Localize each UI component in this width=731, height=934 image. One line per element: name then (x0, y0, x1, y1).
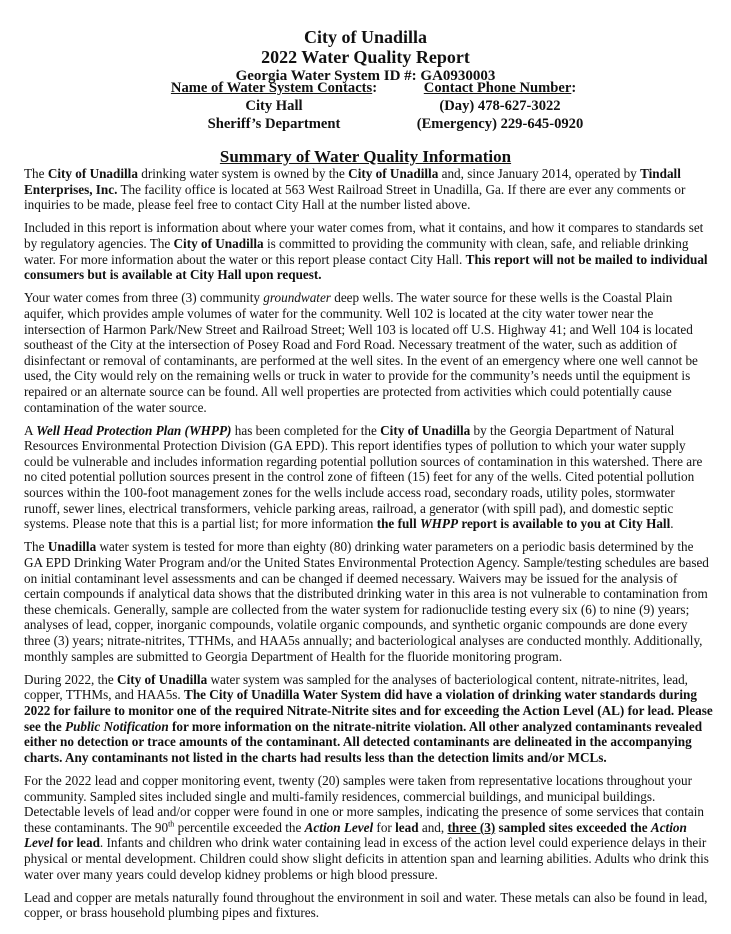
emphasized-text: This report will not be mailed to individual consumers but is available at City Hall upon request. (24, 251, 708, 283)
emphasized-text: three (3) (447, 819, 496, 835)
text-run: percentile exceeded the (174, 819, 305, 835)
text-run: drinking water system is owned by the (137, 166, 349, 181)
emphasized-text: Tindall Enterprises, Inc. (24, 166, 681, 197)
paragraph (24, 890, 714, 921)
contact-phone: (Day) 478-627-3022 (439, 98, 561, 114)
colon: : (372, 80, 378, 96)
system-id: Georgia Water System ID #: GA0930003 (235, 68, 496, 84)
text-run: The (24, 539, 48, 555)
paragraph (24, 672, 714, 766)
text-run: Lead and copper are metals naturally found throughout the environment in soil and water. These metals can also be found in lead, copper, or brass household plumbing pipes and fixtures. (24, 889, 708, 921)
text-run: has been completed for the (231, 422, 381, 438)
emphasized-text: Unadilla (47, 539, 97, 555)
emphasized-text: City of Unadilla (173, 235, 264, 251)
contact-name: Sheriff’s Department (207, 116, 341, 132)
contact-phones-label: Contact Phone Number (423, 80, 572, 96)
emphasized-text: City of Unadilla (47, 166, 138, 181)
text-run: and, since January 2014, operated by (438, 166, 641, 181)
text-run: The (24, 166, 48, 181)
paragraph (24, 773, 714, 882)
colon: : (571, 80, 577, 96)
text-run: During 2022, the (24, 671, 118, 687)
contact-phones-column (415, 79, 585, 133)
text-run: water system was sampled for the analyses of bacteriological content, nitrate-nitrites, lead, copper, TTHMs, and HAA5s. (24, 671, 688, 703)
contact-phones-heading (415, 79, 585, 97)
superscript-text: th (168, 819, 175, 829)
contact-names-label: Name of Water System Contacts (170, 80, 373, 96)
emphasized-text: report is available to you at City Hall (458, 516, 671, 532)
text-run: For the 2022 lead and copper monitoring event, twenty (20) samples were taken from representative locations throughout your community. Sampled sites included single and multi-family residences, commercial buildings, and municipal buildings. Detectable levels of lead and/or copper were found in one or more samples, indicating the presence of some services that contain these contaminants. The 90 (24, 772, 704, 835)
emphasized-text: The City of Unadilla Water System did have a violation of drinking water standards during 2022 for failure to monitor one of the required Nitrate-Nitrite sites and for exceeding the Action Level (AL) for lead. Please see the (24, 687, 713, 734)
emphasized-text: City of Unadilla (348, 166, 439, 181)
section-title: Summary of Water Quality Information (219, 147, 512, 166)
emphasized-text: sampled sites exceeded the (495, 819, 651, 835)
text-run: and, (418, 819, 448, 835)
report-header (0, 28, 731, 85)
contact-name: City Hall (245, 98, 303, 114)
city-name: City of Unadilla (303, 27, 427, 47)
text-run: Your water comes from three (3) community (24, 290, 264, 306)
emphasized-text: Public Notification (65, 718, 169, 734)
emphasized-text: the full (376, 516, 420, 532)
text-run: for (373, 819, 396, 835)
emphasized-text: Well Head Protection Plan (WHPP) (36, 422, 232, 438)
contact-phone: (Emergency) 229-645-0920 (416, 116, 584, 132)
emphasized-text: Action Level (24, 819, 687, 851)
emphasized-text: lead (395, 819, 419, 835)
emphasized-text: WHPP (419, 516, 459, 532)
emphasized-text: for lead (53, 835, 100, 851)
text-run: by the Georgia Department of Natural Resources Environmental Protection Division (GA EPD). This report identifies types of pollution to which your water supply could be vulnerable and includes information regarding potential pollution sources of contamination in this watershed. There are no cited potential pollution sources present in the control zone of fifteen (15) feet for any of the wells. Cited potential pollution sources within the 100-foot management zones for the wells include access road, secondary roads, utility poles, stormwater runoff, sewer lines, electrical transformers, vehicle parking areas, railroad, a generator (with spill pad), and domestic septic systems. Please note that this is a partial list; for more information (24, 422, 703, 532)
contact-names-column (170, 79, 378, 133)
emphasized-text: City of Unadilla (380, 422, 471, 438)
text-run: is committed to providing the community with clean, safe, and reliable drinking water. For more information about the water or this report please contact City Hall. (24, 235, 689, 267)
paragraph (24, 290, 714, 415)
text-run: . (670, 516, 674, 532)
text-run: . Infants and children who drink water containing lead in excess of the action level could experience delays in their physical or mental development. Children could show slight deficits in attention span and learning abilities. Adults who drink this water over many years could develop kidney problems or high blood pressure. (24, 835, 709, 882)
paragraph (24, 539, 714, 664)
text-run: A (24, 422, 37, 438)
paragraph (24, 220, 714, 282)
contact-names-heading (170, 79, 378, 97)
text-run: Included in this report is information about where your water comes from, what it contains, and how it compares to standards set by regulatory agencies. The (24, 220, 704, 251)
emphasized-text: for more information on the nitrate-nitrite violation. All other analyzed contaminants revealed either no detection or trace amounts of the contaminant. All detected contaminants are delineated in the accompanying charts. Any contaminants not listed in the charts had results less than the detection limits and/or MCLs. (24, 718, 703, 765)
report-body (24, 166, 714, 928)
paragraph (24, 166, 714, 213)
text-run: deep wells. The water source for these wells is the Coastal Plain aquifer, which provides ample volumes of water for the community. Well 102 is located at the city water tower near the intersection of Harmon Park/New Street and Railroad Street; Well 103 is located off U.S. Highway 41; and Well 104 is located southeast of the City at the intersection of Posey Road and Ford Road. Necessary treatment of the water, such as addition of disinfectant or removal of contaminants, are performed at the well sites. In the event of an emergency where one well cannot be used, the City would rely on the remaining wells or truck in water to provide for the community’s needs until the equipment is repaired or an alternate source can be found. All well properties are protected from activities which could potentially cause contamination of the water source. (24, 290, 698, 415)
emphasized-text: Action Level (304, 819, 374, 835)
emphasized-text: City of Unadilla (117, 671, 208, 687)
text-run: The facility office is located at 563 West Railroad Street in Unadilla, Ga. If there are ever any comments or inquiries to be made, please feel free to contact City Hall at the number listed above. (24, 181, 686, 213)
report-title: 2022 Water Quality Report (261, 47, 470, 67)
text-run: water system is tested for more than eighty (80) drinking water parameters on a periodic basis determined by the GA EPD Drinking Water Program and/or the United States Environmental Protection Agency. Sample/testing schedules are based on initial contaminant level assessments and can be changed if deemed necessary. Waivers may be issued for the analysis of certain compounds if analytical data shows that the distributed drinking water in this area is not vulnerable to contamination from these chemicals. Generally, sample are collected from the water system for radionuclide testing every six (6) to nine (9) years; analyses of lead, copper, inorganic compounds, volatile organic compounds, and synthetic organic compounds are done every three (3) years; nitrate-nitrites, TTHMs, and HAA5s annually; and bacteriological analyses are conducted monthly. Additionally, monthly samples are submitted to Georgia Department of Health for the fluoride monitoring program. (24, 539, 709, 664)
paragraph (24, 423, 714, 532)
text-run: groundwater (263, 290, 331, 306)
